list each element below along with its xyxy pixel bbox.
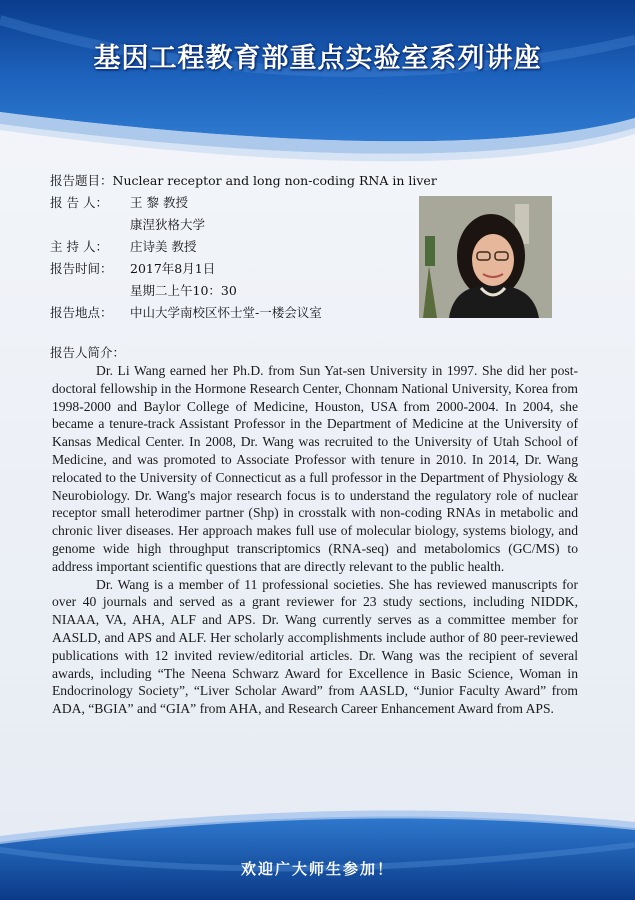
speaker-value: 王 黎 教授 — [130, 195, 188, 210]
bio-text — [52, 362, 578, 718]
speaker-row — [50, 192, 430, 214]
host-value: 庄诗美 教授 — [130, 239, 197, 254]
speaker-label: 报 告 人： — [50, 195, 108, 210]
place-value: 中山大学南校区怀士堂-一楼会议室 — [130, 305, 322, 320]
host-label: 主 持 人： — [50, 239, 108, 254]
time-label: 报告时间： — [50, 261, 113, 276]
bio-paragraph: Dr. Li Wang earned her Ph.D. from Sun Yat-sen University in 1997. She did her post-doctoral fellowship in the Hormone Research Center, Chonnam National University, Korea from 1998-2000 and Baylor College of Medicine, Houston, USA from 2000-2004. In 2004, she became a tenure-track Assistant Professor in the Department of Medicine at the University of Kansas Medical Center. In 2008, Dr. Wang was recruited to the University of Utah School of Medicine, and was promoted to Associate Professor with tenure in 2010. In 2014, Dr. Wang relocated to the University of Connecticut as a full professor in the Department of Physiology & Neurobiology. Dr. Wang's major research focus is to understand the regulatory role of nuclear receptor small heterodimer partner (Shp) in crosstalk with non-coding RNAs in metabolic and chronic liver diseases. Her approach makes full use of molecular biology, systems biology, and genome wide high throughput transcriptomics (RNA-seq) and metabolomics (GC/MS) to address important scientific questions that are directly relevant to the public health. — [52, 363, 578, 574]
time-row — [50, 258, 430, 280]
lecture-info — [50, 170, 437, 324]
place-label: 报告地点： — [50, 305, 113, 320]
page-title: 基因工程教育部重点实验室系列讲座 — [93, 43, 542, 74]
topic-row — [50, 170, 437, 192]
host-row — [50, 236, 430, 258]
topic-label: 报告题目： — [50, 173, 113, 188]
speaker-affiliation: 康涅狄格大学 — [130, 217, 206, 232]
bio-heading: 报告人简介： — [50, 345, 126, 360]
bio-paragraph: Dr. Wang is a member of 11 professional societies. She has reviewed manuscripts for over 40 journals and served as a grant reviewer for 23 study sections, including NIDDK, NIAAA, VA, AHA, ALF and APS. Dr. Wang currently serves as a committee member for AASLD, and APS and ALF. Her scholarly accomplishments include author of 80 peer-reviewed publications with 12 invited review/editorial articles. Dr. Wang was the recipient of several awards, including “The Neena Schwarz Award for Excellence in Basic Science, Woman in Endocrinology Society”, “Liver Scholar Award” from AASLD, “Junior Faculty Award” from ADA, “BGIA” and “GIA” from AHA, and Research Career Enhancement Award from APS. — [52, 576, 578, 717]
time-detail: 星期二上午10：30 — [130, 283, 237, 298]
welcome-footer: 欢迎广大师生参加！ — [240, 860, 394, 878]
topic-value: Nuclear receptor and long non-coding RNA in liver — [112, 173, 437, 188]
speaker-portrait-icon — [419, 196, 552, 318]
place-row — [50, 302, 430, 324]
time-date: 2017年8月1日 — [130, 261, 216, 276]
